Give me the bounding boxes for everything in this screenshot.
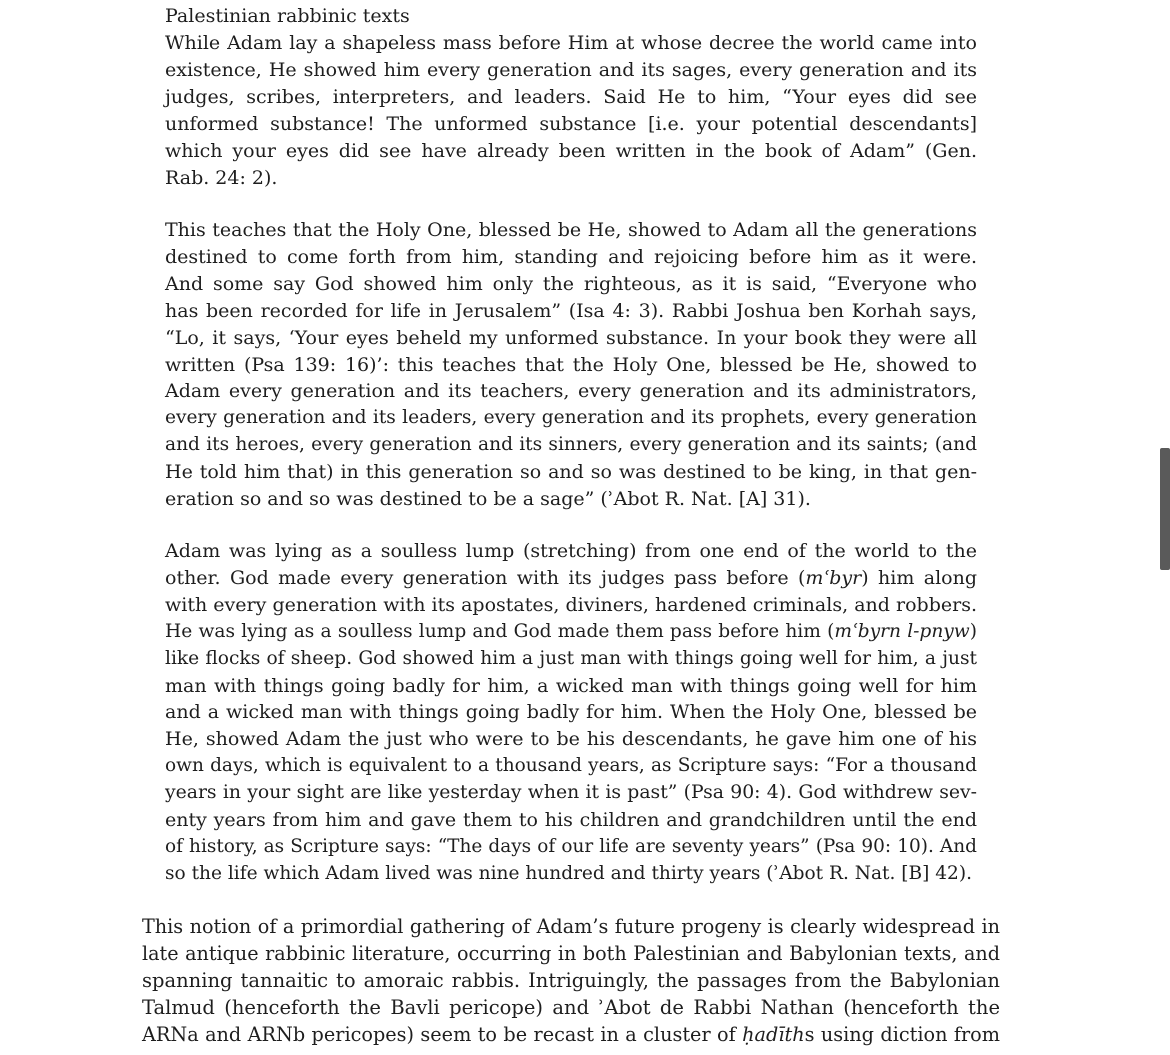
quote-line: Adam was lying as a soulless lump (stretching) from one end of the world to the: [165, 540, 977, 562]
quote-line: [165, 565, 977, 592]
quote-line: which your eyes did see have already been written in the book of Adam” (Gen.: [165, 139, 977, 162]
quote-line: like flocks of sheep. God showed him a just man with things going well for him, a just: [165, 647, 977, 669]
section-heading: Palestinian rabbinic texts: [165, 5, 410, 27]
quote-line: This teaches that the Holy One, blessed be He, showed to Adam all the generations: [165, 219, 977, 241]
quote-text: ): [969, 620, 977, 642]
arabic-term: ḥadīth: [742, 1022, 805, 1046]
quote-line: man with things going badly for him, a wicked man with things going well for him: [165, 674, 977, 697]
quote-text: ) him along: [861, 566, 977, 589]
body-line: [142, 1022, 1000, 1049]
quote-line: years in your sight are like yesterday when it is past” (Psa 90: 4). God withdrew sev-: [165, 782, 977, 804]
quote-line: and a wicked man with things going badly for him. When the Holy One, blessed be: [165, 701, 977, 724]
quote-text: other. God made every generation with its judges pass before (: [165, 566, 806, 589]
quote-line: every generation and its leaders, every generation and its prophets, every generation: [165, 407, 977, 429]
quote-line: judges, scribes, interpreters, and leaders. Said He to him, “Your eyes did see: [165, 85, 977, 108]
block-quote-abot-rabbi-nathan-b: [165, 538, 977, 888]
quote-line: While Adam lay a shapeless mass before Him at whose decree the world came into: [165, 32, 977, 54]
quote-line: And some say God showed him only the righteous, as it is said, “Everyone who: [165, 272, 977, 295]
body-line: spanning tannaitic to amoraic rabbis. Intriguingly, the passages from the Babylonian: [142, 968, 1000, 992]
quote-line: Adam every generation and its teachers, every generation and its administrators,: [165, 380, 977, 403]
quote-line: written (Psa 139: 16)’: this teaches that the Holy One, blessed be He, showed to: [165, 353, 977, 376]
body-line: This notion of a primordial gathering of Adam’s future progeny is clearly widespread in: [142, 915, 1000, 938]
block-quote-genesis-rabbah: [165, 30, 977, 191]
body-text: s using diction from: [804, 1022, 1001, 1046]
quote-line: own days, which is equivalent to a thousand years, as Scripture says: “For a thousand: [165, 755, 977, 777]
quote-line: Rab. 24: 2).: [165, 166, 278, 189]
quote-line: existence, He showed him every generation and its sages, every generation and its: [165, 58, 977, 81]
body-paragraph: [142, 914, 1000, 1049]
quote-line: has been recorded for life in Jerusalem” (Isa 4: 3). Rabbi Joshua ben Korhah says,: [165, 299, 977, 322]
quote-line: eration so and so was destined to be a sage” (ʾAbot R. Nat. [A] 31).: [165, 488, 811, 511]
hebrew-transliteration: mʿbyr: [805, 566, 862, 589]
quote-line: of history, as Scripture says: “The days of our life are seventy years” (Psa 90: 10). And: [165, 835, 977, 857]
quote-line: with every generation with its apostates, diviners, hardened criminals, and robbers.: [165, 593, 977, 616]
body-line: Talmud (henceforth the Bavli pericope) and ʾAbot de Rabbi Nathan (henceforth the: [142, 995, 1000, 1019]
quote-line: He told him that) in this generation so and so was destined to be king, in that gen-: [165, 461, 977, 484]
block-quote-abot-rabbi-nathan-a: [165, 217, 977, 513]
hebrew-transliteration: mʿbyrn l-pnyw: [834, 620, 970, 642]
quote-line: unformed substance! The unformed substance [i.e. your potential descendants]: [165, 112, 977, 135]
quote-line: so the life which Adam lived was nine hundred and thirty years (ʾAbot R. Nat. [B] 42).: [165, 862, 972, 884]
quote-line: destined to come forth from him, standing and rejoicing before him as it were.: [165, 245, 977, 268]
quote-text: He was lying as a soulless lump and God made them pass before him (: [165, 620, 835, 642]
body-line: late antique rabbinic literature, occurring in both Palestinian and Babylonian texts, and: [142, 941, 1000, 965]
quote-line: “Lo, it says, ‘Your eyes beheld my unformed substance. In your book they were all: [165, 326, 977, 349]
quote-line: [165, 619, 977, 646]
scrollbar-thumb[interactable]: [1160, 448, 1170, 570]
quote-line: He, showed Adam the just who were to be his descendants, he gave him one of his: [165, 728, 977, 751]
quote-line: and its heroes, every generation and its sinners, every generation and its saints; (and: [165, 434, 977, 456]
quote-line: enty years from him and gave them to his children and grandchildren until the end: [165, 809, 977, 832]
body-text: ARNa and ARNb pericopes) seem to be recast in a cluster of: [142, 1022, 743, 1046]
